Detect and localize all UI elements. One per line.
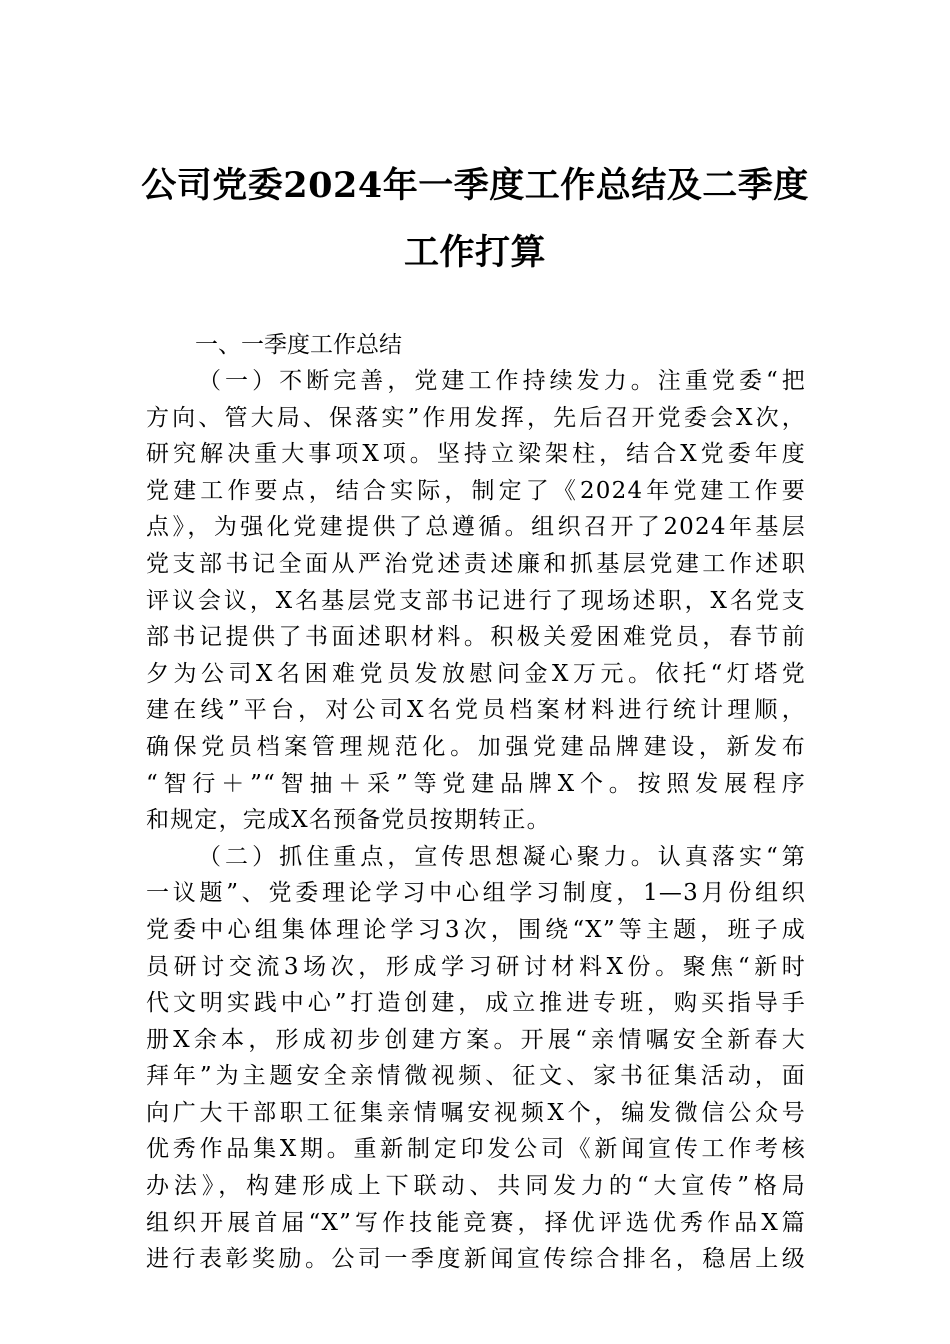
paragraph-2-line: 优秀作品集X期。重新制定印发公司《新闻宣传工作考核 [146,1136,806,1163]
paragraph-1-line: 点》，为强化党建提供了总遵循。组织召开了2024年基层 [146,514,806,541]
paragraph-1-line: 确保党员档案管理规范化。加强党建品牌建设，新发布 [146,733,806,760]
paragraph-2-line: 党委中心组集体理论学习3次，围绕“X”等主题，班子成 [146,916,806,943]
paragraph-1-line: 党支部书记全面从严治党述责述廉和抓基层党建工作述职 [146,550,806,577]
paragraph-2-line: 进行表彰奖励。公司一季度新闻宣传综合排名，稳居上级 [146,1246,806,1273]
paragraph-1-line: 和规定，完成X名预备党员按期转正。 [146,807,551,834]
section-heading-quarter-summary: 一、一季度工作总结 [195,332,402,358]
paragraph-1-line: 方向、管大局、保落实”作用发挥，先后召开党委会X次， [146,404,806,431]
paragraph-1-line: 研究解决重大事项X项。坚持立梁架柱，结合X党委年度 [146,441,806,468]
paragraph-2-line: （二）抓住重点，宣传思想凝心聚力。认真落实“第 [198,843,806,870]
paragraph-1-line: 党建工作要点，结合实际，制定了《2024年党建工作要 [146,477,806,504]
paragraph-2-line: 代文明实践中心”打造创建，成立推进专班，购买指导手 [146,990,806,1017]
paragraph-2-line: 组织开展首届“X”写作技能竞赛，择优评选优秀作品X篇 [146,1209,806,1236]
paragraph-1-line: 部书记提供了书面述职材料。积极关爱困难党员，春节前 [146,624,806,651]
paragraph-1-line: 评议会议，X名基层党支部书记进行了现场述职，X名党支 [146,587,806,614]
paragraph-1-line: 建在线”平台，对公司X名党员档案材料进行统计理顺， [146,697,806,724]
paragraph-2-line: 册X余本，形成初步创建方案。开展“亲情嘱安全新春大 [146,1026,806,1053]
paragraph-1-line: “智行＋”“智抽＋采”等党建品牌X个。按照发展程序 [146,770,806,797]
paragraph-2-line: 员研讨交流3场次，形成学习研讨材料X份。聚焦“新时 [146,953,806,980]
document-body [146,363,806,1278]
paragraph-1-line: 夕为公司X名困难党员发放慰问金X万元。依托“灯塔党 [146,660,806,687]
paragraph-2-line: 向广大干部职工征集亲情嘱安视频X个，编发微信公众号 [146,1099,806,1126]
paragraph-1-line: （一）不断完善，党建工作持续发力。注重党委“把 [198,368,806,394]
paragraph-2-line: 一议题”、党委理论学习中心组学习制度，1—3月份组织 [146,880,806,907]
document-title-line-1: 公司党委2024年一季度工作总结及二季度 [141,165,809,206]
paragraph-2-line: 办法》，构建形成上下联动、共同发力的“大宣传”格局 [146,1173,806,1200]
paragraph-2-line: 拜年”为主题安全亲情微视频、征文、家书征集活动，面 [146,1063,806,1090]
document-title-line-2: 工作打算 [403,232,546,273]
